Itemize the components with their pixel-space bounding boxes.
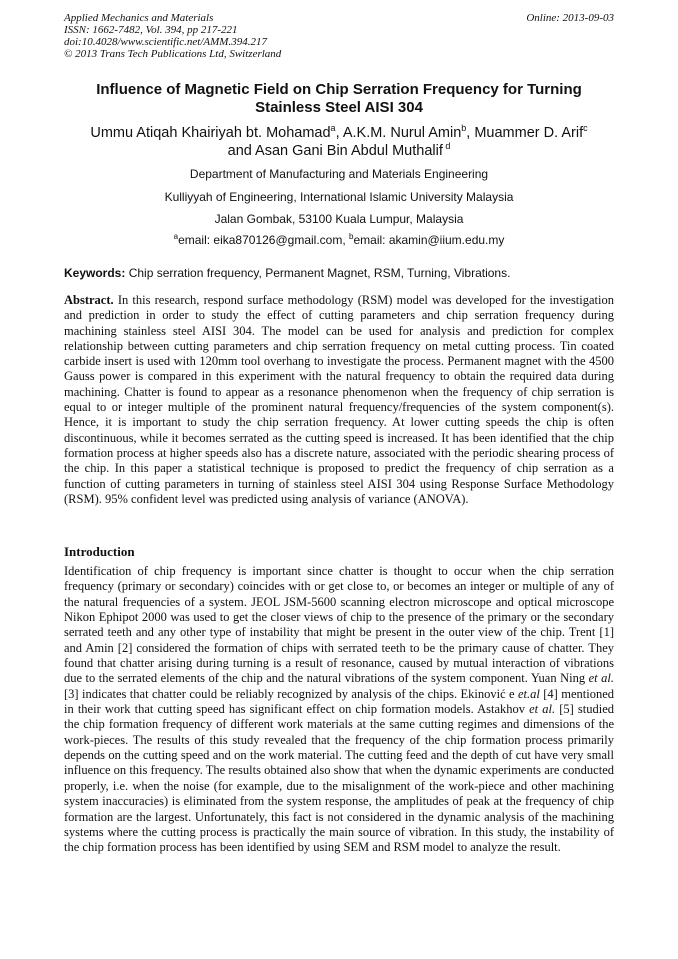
abstract xyxy=(64,293,614,507)
abstract-text: In this research, respond surface methodology (RSM) model was developed for the investigation and prediction in order to study the effect of cutting parameters and chip serration frequency during machining stainless steel AISI 304. The model can be used for analysis and prediction for complex relationship between cutting parameters and chip serration frequency on metal cutting process. Tin coated carbide insert is used with 120mm tool overhang to investigate the process. Permanent magnet with the 4500 Gauss power is compared in this experiment with the natural frequency to obtain the required data during machining. Chatter is found to appear as a resonance phenomenon when the frequency of chip serration is equal to or integer multiple of the prominent natural frequency/frequencies of the system component(s). Hence, it is important to study the chip serration frequency. At lower cutting speeds the chip is often discontinuous, while it becomes serrated as the cutting speed is increased. It has been identified that the chip formation process at higher speeds also has a discrete nature, associated with the periodic shearing process of the chip. In this paper a statistical technique is proposed to predict the frequency of chip serration as a function of cutting parameters in turning of stainless steel AISI 304 using Response Surface Methodology (RSM). 95% confident level was predicted using analysis of variance (ANOVA). xyxy=(64,293,614,506)
author-1-sup: a xyxy=(330,123,336,133)
copyright-line: © 2013 Trans Tech Publications Ltd, Switzerland xyxy=(64,48,282,60)
affiliation-department: Department of Manufacturing and Materials Engineering xyxy=(189,167,489,181)
authors-line-2 xyxy=(64,142,614,160)
author-list xyxy=(64,124,614,160)
intro-part-4: [5] studied the chip formation frequency of different work materials at the same cutting regimes and dimensions of the work-pieces. The results of this study revealed that the frequency of the chip formation process primarily depends on the cutting speed and on the work material. The cutting feed and the depth of cut have very small influence on this frequency. The results obtained also show that when the dynamic experiments are conducted properly, i.e. when the noise (for example, due to the misalignment of the work-piece and other machining system inaccuracies) is eliminated from the system response, the amplitudes of peak at the frequency of chip formation are the largest. Unfortunately, this fact is not considered in the dynamic analysis of the machining systems where the cutting process is practically the main source of vibration. In this study, the instability of the chip formation process has been identified by using SEM and RSM model to analyze the result. xyxy=(64,702,615,855)
title-line-2: Stainless Steel AISI 304 xyxy=(255,99,423,116)
author-3: , Muammer D. Arif xyxy=(466,125,584,141)
email-a: email: eika870126@gmail.com, xyxy=(178,233,350,247)
doi-line: doi:10.4028/www.scientific.net/AMM.394.217 xyxy=(64,36,267,48)
paper-title xyxy=(64,81,614,117)
intro-em-1: et al. xyxy=(588,671,614,686)
email-a-sup: a xyxy=(173,232,179,241)
intro-part-2: [3] indicates that chatter could be reliably recognized by analysis of the chips. Ekinović e xyxy=(64,686,518,701)
online-date: Online: 2013-09-03 xyxy=(526,12,614,24)
intro-em-3: et al. xyxy=(529,702,556,717)
keywords-label: Keywords: xyxy=(64,266,126,280)
authors-line-1 xyxy=(64,124,614,142)
affiliation-faculty: Kulliyyah of Engineering, International Islamic University Malaysia xyxy=(164,190,514,204)
author-4: and Asan Gani Bin Abdul Muthalif xyxy=(227,143,443,159)
author-2: , A.K.M. Nurul Amin xyxy=(335,125,462,141)
journal-name: Applied Mechanics and Materials xyxy=(64,12,214,24)
author-2-sup: b xyxy=(461,123,467,133)
issn-line: ISSN: 1662-7482, Vol. 394, pp 217-221 xyxy=(64,24,238,36)
author-4-sup: d xyxy=(442,141,451,151)
author-3-sup: c xyxy=(583,123,588,133)
affiliation-address: Jalan Gombak, 53100 Kuala Lumpur, Malaysia xyxy=(214,212,464,226)
keywords-text: Chip serration frequency, Permanent Magnet, RSM, Turning, Vibrations. xyxy=(125,266,511,280)
title-line-1: Influence of Magnetic Field on Chip Serration Frequency for Turning xyxy=(96,81,582,98)
author-1: Ummu Atiqah Khairiyah bt. Mohamad xyxy=(90,125,331,141)
keywords xyxy=(64,266,614,280)
email-b-sup: b xyxy=(349,232,354,241)
email-b: email: akamin@iium.edu.my xyxy=(353,233,505,247)
introduction-heading: Introduction xyxy=(64,544,135,559)
intro-em-2: et.al xyxy=(517,686,540,701)
journal-header xyxy=(64,12,614,60)
abstract-label: Abstract. xyxy=(64,293,114,307)
affiliation-emails xyxy=(64,233,614,247)
introduction-body xyxy=(64,564,614,856)
intro-part-3: [4] mentioned in their work that cutting speed has significant effect on chip formation models. Astakhov xyxy=(64,686,615,717)
intro-part-1: Identification of chip frequency is important since chatter is thought to occur when the chip serration frequency (primary or secondary) coincides with or get close to, or becomes an integer or multiple of any of the natural frequencies of a system. JEOL JSM-5600 scanning electron microscope and optical microscope Nikon Ephipot 2000 was used to get the closer views of chip to the presence of the primary or the secondary serrated teeth and any other type of instability that might be present in the outer view of the chip. Trent [1] and Amin [2] considered the formation of chips with serrated teeth to be the primary cause of chatter. They found that chatter arising during turning is a result of resonance, caused by mutual interaction of vibrations due to the serrated elements of the chip and the natural vibrations of the system component. Yuan Ning xyxy=(64,564,614,686)
